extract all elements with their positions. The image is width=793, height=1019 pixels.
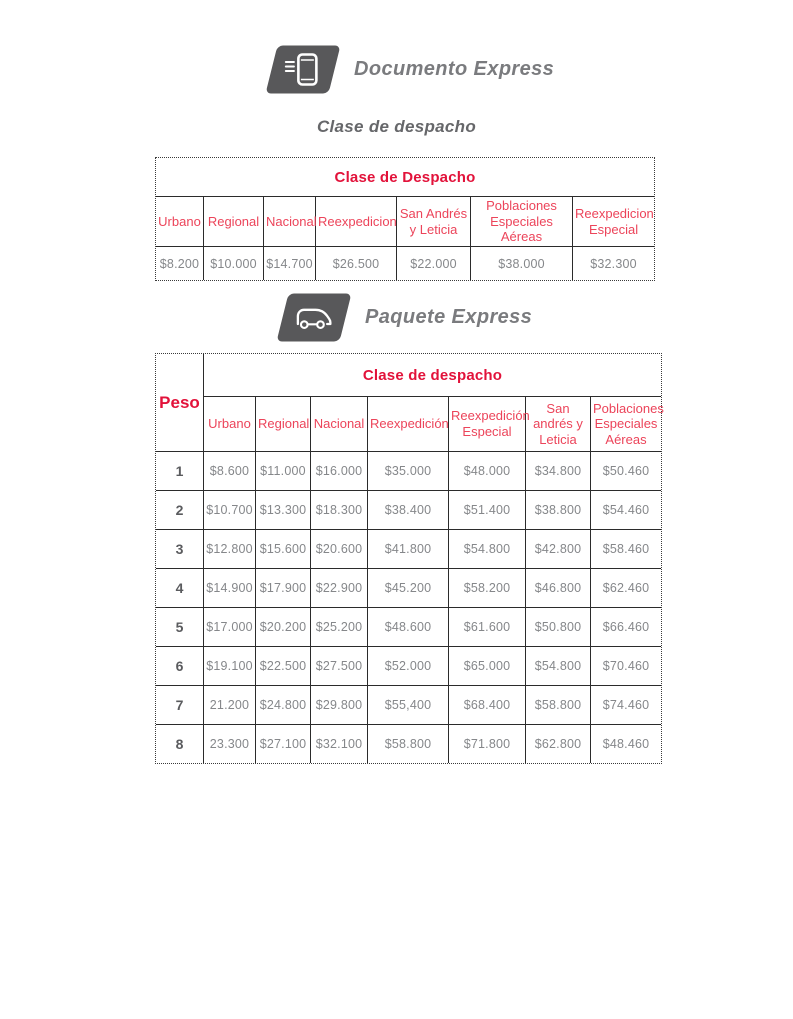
document-phone-icon (282, 51, 324, 89)
table-row (156, 569, 661, 608)
table-title: Clase de Despacho (156, 158, 654, 197)
rate-cell: $32.300 (590, 256, 637, 271)
peso-cell: 1 (156, 452, 204, 491)
rate-cell: $8.600 (204, 452, 256, 491)
rate-cell: $45.200 (368, 569, 449, 608)
column-header-san-andres: San Andrés y Leticia (397, 197, 471, 247)
peso-cell: 7 (156, 686, 204, 725)
rate-cell: $65.000 (449, 647, 526, 686)
rate-cell: $71.800 (449, 725, 526, 763)
rate-cell: 21.200 (204, 686, 256, 725)
rate-cell: $48.460 (602, 737, 650, 751)
table-row (156, 491, 661, 530)
rate-cell: $15.600 (256, 530, 311, 569)
rate-cell: $48.000 (449, 452, 526, 491)
table-row (156, 608, 661, 647)
peso-cell: 6 (156, 647, 204, 686)
peso-cell: 2 (156, 491, 204, 530)
paquete-express-title: Paquete Express (365, 306, 533, 328)
column-header-nacional: Nacional (264, 197, 316, 247)
documento-express-brand (272, 46, 554, 93)
rate-cell: $54.800 (449, 530, 526, 569)
rate-cell: $58.800 (526, 686, 591, 725)
rate-cell: $11.000 (256, 452, 311, 491)
table-title: Clase de despacho (204, 354, 661, 397)
rate-cell: $54.800 (526, 647, 591, 686)
rate-cell: $35.000 (368, 452, 449, 491)
peso-cell: 8 (156, 725, 204, 763)
documento-express-title: Documento Express (354, 58, 555, 80)
rate-cell: $38.000 (471, 247, 573, 280)
table-row (156, 452, 661, 491)
rate-cell: $54.460 (591, 491, 661, 530)
rate-cell: $18.300 (311, 491, 368, 530)
rate-cell: $48.600 (368, 608, 449, 647)
rate-cell: $58.460 (591, 530, 661, 569)
rate-cell: $20.200 (256, 608, 311, 647)
table-row (156, 686, 661, 725)
rate-cell: $10.000 (204, 247, 264, 280)
rate-cell: $50.460 (591, 452, 661, 491)
rate-cell: $52.000 (368, 647, 449, 686)
table-row (156, 530, 661, 569)
rate-cell: $27.500 (311, 647, 368, 686)
rate-cell: $29.800 (311, 686, 368, 725)
column-header-row (156, 197, 654, 247)
rate-cell: $27.100 (256, 725, 311, 763)
rate-cell: $42.800 (526, 530, 591, 569)
rate-cell: $66.460 (591, 608, 661, 647)
rate-cell: $62.800 (526, 725, 591, 763)
rate-cell: $17.000 (204, 608, 256, 647)
delivery-van-icon (292, 302, 336, 334)
rate-cell: $20.600 (311, 530, 368, 569)
table-title-row (156, 354, 661, 397)
column-header-urbano: Urbano (156, 197, 204, 247)
rate-cell: $22.000 (397, 247, 471, 280)
documento-express-logo (266, 46, 340, 93)
column-header-poblaciones: Poblaciones Especiales Aéreas (471, 197, 573, 247)
rate-cell: $38.400 (368, 491, 449, 530)
peso-cell: 5 (156, 608, 204, 647)
rate-cell: $8.200 (156, 247, 204, 280)
column-header-poblaciones: Poblaciones Especiales Aéreas (591, 397, 661, 452)
rate-cell: $13.300 (256, 491, 311, 530)
column-header-san-andres: San andrés y Leticia (526, 397, 591, 452)
column-header-nacional: Nacional (311, 397, 368, 452)
table-row (156, 247, 654, 280)
rate-cell: $32.100 (311, 725, 368, 763)
peso-cell: 3 (156, 530, 204, 569)
rate-cell: $14.900 (204, 569, 256, 608)
rate-cell: $55,400 (368, 686, 449, 725)
rate-cell: $17.900 (256, 569, 311, 608)
paquete-express-rate-table (155, 353, 662, 764)
documento-express-rate-table (155, 157, 655, 281)
rate-cell: $16.000 (311, 452, 368, 491)
rate-cell: $58.800 (368, 725, 449, 763)
rate-cell: $58.200 (449, 569, 526, 608)
rate-cell: $61.600 (449, 608, 526, 647)
peso-cell: 4 (156, 569, 204, 608)
column-header-reexpedicion: Reexpedicion (316, 197, 397, 247)
rate-cell: 23.300 (204, 725, 256, 763)
column-header-reexpedicion: Reexpedición (368, 397, 449, 452)
rate-cell: $25.200 (311, 608, 368, 647)
rate-cell: $62.460 (591, 569, 661, 608)
column-header-urbano: Urbano (204, 397, 256, 452)
rate-cell: $22.500 (256, 647, 311, 686)
rate-cell: $10.700 (204, 491, 256, 530)
rate-cell: $34.800 (526, 452, 591, 491)
rate-cell: $41.800 (368, 530, 449, 569)
table-title-row (156, 158, 654, 197)
column-header-reexpedicion-especial: Reexpedicion Especial (573, 197, 654, 247)
rate-cell: $26.500 (316, 247, 397, 280)
table-row (156, 647, 661, 686)
rate-cell: $22.900 (311, 569, 368, 608)
rate-cell: $14.700 (264, 247, 316, 280)
rate-cell: $70.460 (591, 647, 661, 686)
rate-cell: $68.400 (449, 686, 526, 725)
column-header-row (156, 397, 661, 452)
column-header-regional: Regional (256, 397, 311, 452)
section-title-clase-de-despacho: Clase de despacho (316, 117, 477, 136)
rate-cell: $46.800 (526, 569, 591, 608)
rate-cell: $74.460 (591, 686, 661, 725)
peso-column-header: Peso (156, 354, 204, 452)
rate-cell: $51.400 (449, 491, 526, 530)
rate-cell: $50.800 (526, 608, 591, 647)
rate-cell: $12.800 (204, 530, 256, 569)
table-row (156, 725, 661, 763)
column-header-regional: Regional (204, 197, 264, 247)
rate-cell: $38.800 (526, 491, 591, 530)
column-header-reexpedicion-especial: Reexpedición Especial (449, 397, 526, 452)
paquete-express-brand (283, 294, 532, 341)
paquete-express-logo (277, 294, 351, 341)
rate-cell: $24.800 (256, 686, 311, 725)
rate-cell: $19.100 (204, 647, 256, 686)
